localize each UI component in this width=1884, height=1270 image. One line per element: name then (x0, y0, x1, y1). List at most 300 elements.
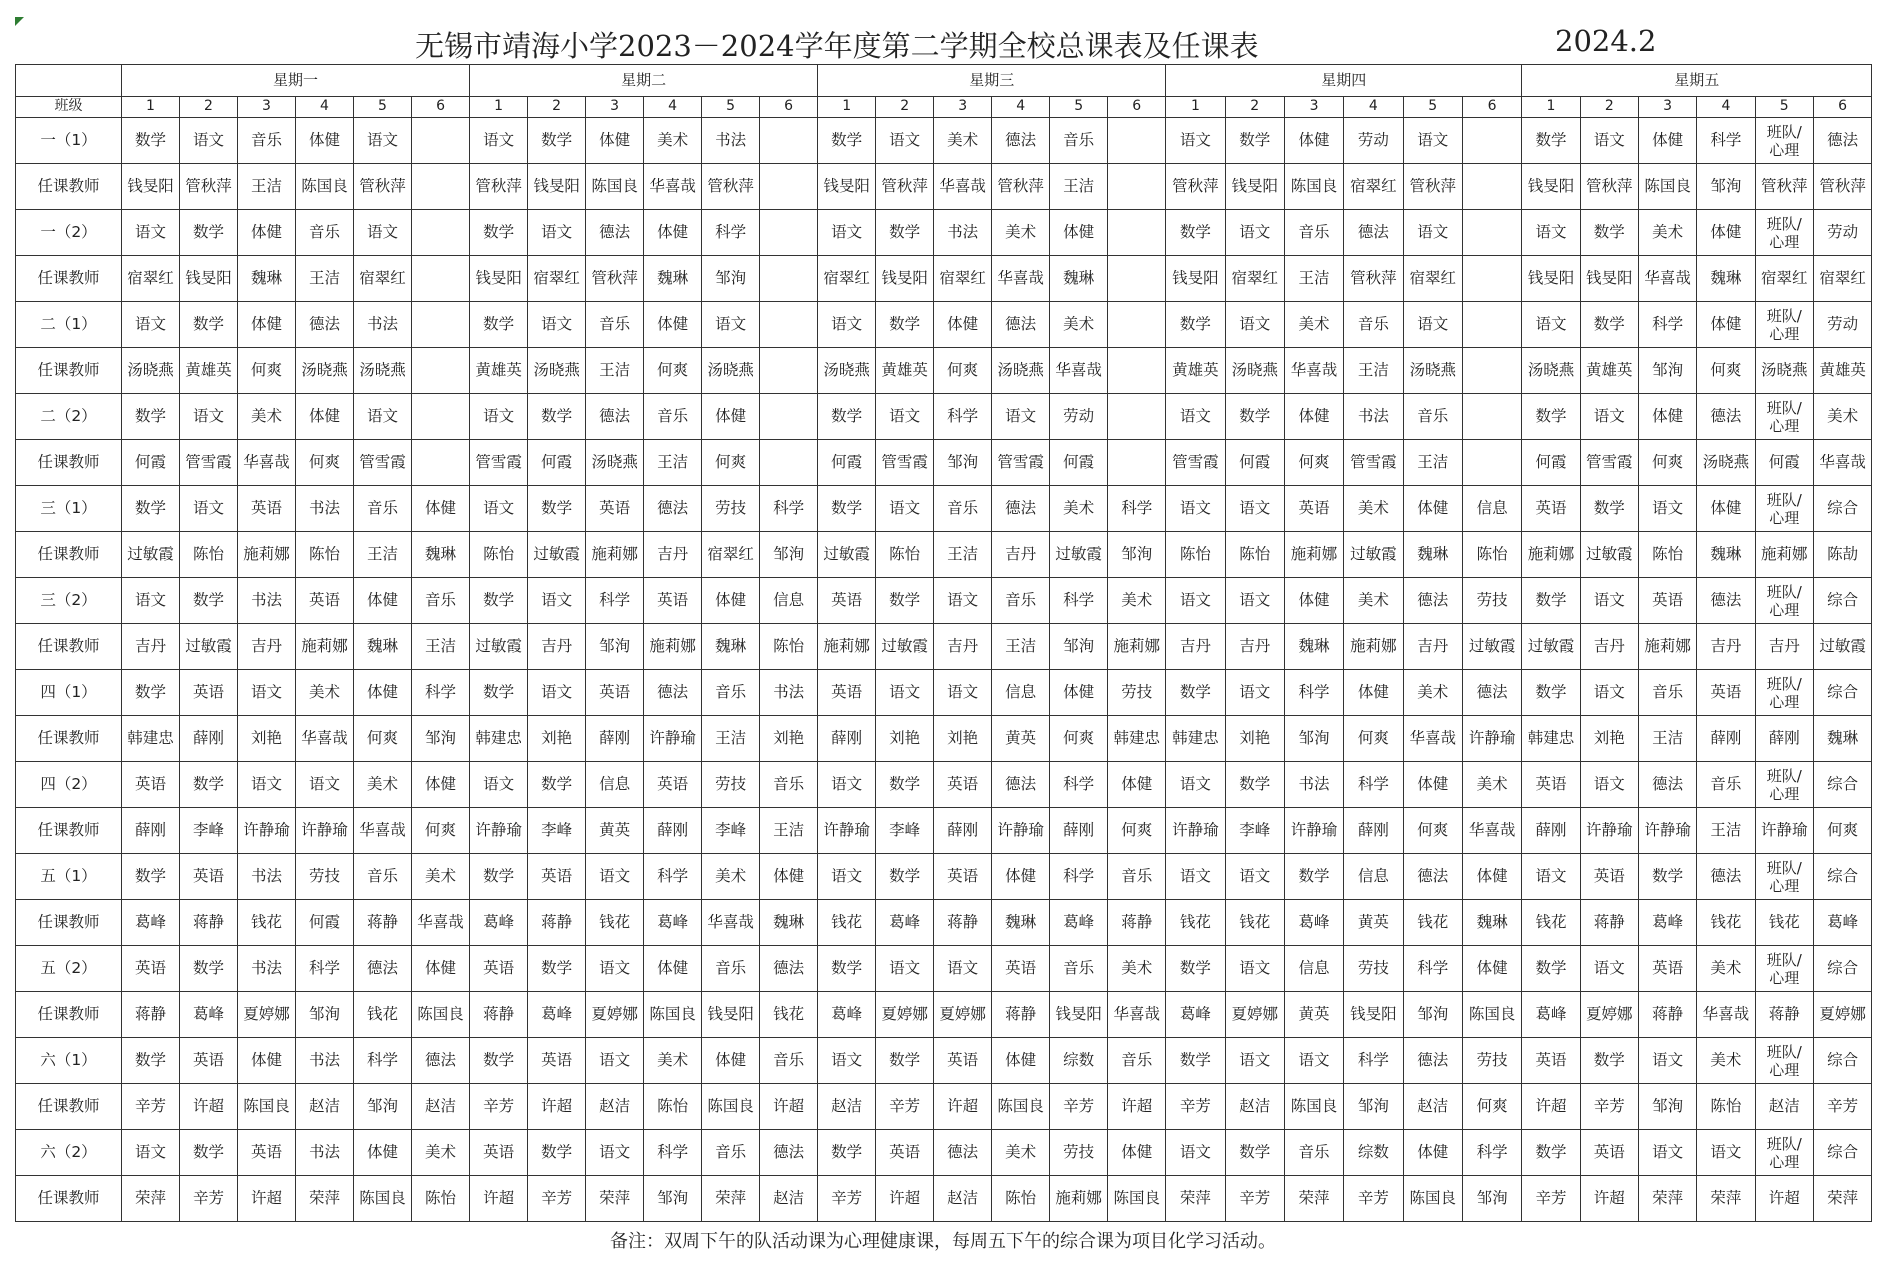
subject-cell: 书法 (296, 1130, 354, 1176)
subject-cell: 数学 (1166, 302, 1225, 348)
class-row (16, 118, 1872, 164)
teacher-cell: 钱旻阳 (528, 164, 586, 210)
subject-cell: 英语 (122, 946, 180, 992)
subject-cell: 劳动 (1813, 302, 1871, 348)
teacher-cell: 宿翠红 (1755, 256, 1813, 302)
teacher-row-label: 任课教师 (16, 1084, 122, 1130)
subject-cell: 数学 (1225, 762, 1284, 808)
subject-cell: 德法 (760, 1130, 818, 1176)
subject-cell: 语文 (238, 762, 296, 808)
subject-cell: 音乐 (412, 578, 470, 624)
teacher-cell: 钱旻阳 (818, 164, 876, 210)
teacher-cell: 韩建忠 (1108, 716, 1166, 762)
teacher-cell: 陈怡 (1638, 532, 1696, 578)
subject-cell: 英语 (644, 762, 702, 808)
teacher-cell: 钱花 (1166, 900, 1225, 946)
subject-cell: 数学 (1166, 1038, 1225, 1084)
teacher-cell: 陈国良 (644, 992, 702, 1038)
class-name: 一（1） (16, 118, 122, 164)
period-number: 1 (1166, 97, 1225, 118)
teacher-cell: 邹洵 (1108, 532, 1166, 578)
teacher-cell: 许超 (1580, 1176, 1638, 1222)
subject-cell: 劳技 (1050, 1130, 1108, 1176)
teacher-cell: 钱旻阳 (1050, 992, 1108, 1038)
subject-cell: 班队/ 心理 (1755, 578, 1813, 624)
teacher-cell: 何爽 (1050, 716, 1108, 762)
subject-cell: 体健 (354, 1130, 412, 1176)
subject-cell: 语文 (1522, 854, 1580, 900)
subject-cell: 美术 (644, 1038, 702, 1084)
teacher-cell: 钱花 (354, 992, 412, 1038)
teacher-cell: 蒋静 (180, 900, 238, 946)
subject-cell: 德法 (296, 302, 354, 348)
subject-cell: 数学 (180, 578, 238, 624)
subject-cell: 音乐 (1344, 302, 1403, 348)
subject-cell: 科学 (1050, 578, 1108, 624)
teacher-row-label: 任课教师 (16, 900, 122, 946)
subject-cell: 语文 (934, 578, 992, 624)
subject-cell: 班队/ 心理 (1755, 394, 1813, 440)
teacher-cell: 汤晓燕 (702, 348, 760, 394)
subject-cell: 语文 (1580, 762, 1638, 808)
teacher-cell: 何爽 (1697, 348, 1755, 394)
teacher-cell: 邹洵 (586, 624, 644, 670)
subject-cell: 英语 (1580, 1130, 1638, 1176)
subject-cell: 语文 (876, 394, 934, 440)
subject-cell: 书法 (760, 670, 818, 716)
timetable (15, 64, 1872, 1222)
subject-cell: 信息 (1284, 946, 1343, 992)
subject-cell: 语文 (586, 946, 644, 992)
teacher-cell: 赵洁 (412, 1084, 470, 1130)
teacher-cell: 宿翠红 (528, 256, 586, 302)
subject-cell: 科学 (1284, 670, 1343, 716)
teacher-cell: 邹洵 (1050, 624, 1108, 670)
subject-cell: 体健 (1108, 762, 1166, 808)
teacher-cell: 辛芳 (470, 1084, 528, 1130)
teacher-cell: 施莉娜 (1108, 624, 1166, 670)
teacher-cell: 何霞 (296, 900, 354, 946)
teacher-cell: 陈国良 (1108, 1176, 1166, 1222)
subject-cell (1462, 210, 1521, 256)
class-row (16, 1038, 1872, 1084)
subject-cell: 科学 (760, 486, 818, 532)
subject-cell: 体健 (702, 394, 760, 440)
subject-cell (760, 210, 818, 256)
teacher-cell (1108, 256, 1166, 302)
teacher-cell: 何爽 (412, 808, 470, 854)
subject-cell: 信息 (1462, 486, 1521, 532)
subject-cell: 班队/ 心理 (1755, 1038, 1813, 1084)
teacher-cell: 蒋静 (1108, 900, 1166, 946)
teacher-cell: 陈怡 (180, 532, 238, 578)
subject-cell: 德法 (1638, 762, 1696, 808)
subject-cell: 体健 (1108, 1130, 1166, 1176)
teacher-cell: 葛峰 (1638, 900, 1696, 946)
subject-cell: 美术 (1697, 1038, 1755, 1084)
subject-cell: 音乐 (296, 210, 354, 256)
class-name: 二（1） (16, 302, 122, 348)
teacher-cell (1462, 440, 1521, 486)
teacher-cell: 陈怡 (1462, 532, 1521, 578)
teacher-cell: 钱花 (1755, 900, 1813, 946)
teacher-cell: 薛刚 (1050, 808, 1108, 854)
period-number: 5 (1050, 97, 1108, 118)
teacher-cell: 黄雄英 (180, 348, 238, 394)
subject-cell: 英语 (1638, 578, 1696, 624)
teacher-cell (760, 440, 818, 486)
subject-cell: 班队/ 心理 (1755, 762, 1813, 808)
subject-cell: 班队/ 心理 (1755, 1130, 1813, 1176)
teacher-cell: 辛芳 (876, 1084, 934, 1130)
teacher-cell: 魏琳 (238, 256, 296, 302)
subject-cell: 数学 (470, 854, 528, 900)
teacher-cell (760, 164, 818, 210)
subject-cell: 综数 (1050, 1038, 1108, 1084)
subject-cell: 体健 (1462, 854, 1521, 900)
class-row (16, 394, 1872, 440)
teacher-cell: 施莉娜 (1522, 532, 1580, 578)
class-row (16, 578, 1872, 624)
subject-cell: 信息 (1344, 854, 1403, 900)
subject-cell: 英语 (818, 670, 876, 716)
subject-cell: 语文 (1225, 210, 1284, 256)
teacher-cell: 王洁 (354, 532, 412, 578)
subject-cell: 语文 (586, 1038, 644, 1084)
teacher-cell: 许超 (238, 1176, 296, 1222)
teacher-cell: 王洁 (238, 164, 296, 210)
subject-cell: 语文 (1166, 578, 1225, 624)
subject-cell: 德法 (1697, 394, 1755, 440)
teacher-row-label: 任课教师 (16, 624, 122, 670)
subject-cell: 信息 (586, 762, 644, 808)
subject-cell: 美术 (1108, 946, 1166, 992)
teacher-cell: 施莉娜 (1344, 624, 1403, 670)
subject-cell: 音乐 (354, 854, 412, 900)
teacher-cell: 王洁 (644, 440, 702, 486)
subject-cell: 德法 (1403, 1038, 1462, 1084)
subject-cell: 德法 (1697, 578, 1755, 624)
teacher-cell: 陈国良 (702, 1084, 760, 1130)
teacher-cell: 华喜哉 (702, 900, 760, 946)
class-row (16, 486, 1872, 532)
subject-cell: 劳动 (1813, 210, 1871, 256)
page-title: 无锡市靖海小学2023－2024学年度第二学期全校总课表及任课表 (415, 29, 1259, 63)
teacher-cell: 管雪霞 (1344, 440, 1403, 486)
class-row (16, 210, 1872, 256)
subject-cell: 数学 (818, 1130, 876, 1176)
teacher-cell: 许超 (1522, 1084, 1580, 1130)
subject-cell: 语文 (122, 210, 180, 256)
teacher-cell (412, 348, 470, 394)
subject-cell: 劳技 (702, 486, 760, 532)
subject-cell: 劳技 (1462, 1038, 1521, 1084)
period-number: 4 (1344, 97, 1403, 118)
teacher-cell: 管秋萍 (702, 164, 760, 210)
teacher-cell: 魏琳 (1697, 532, 1755, 578)
teacher-cell: 李峰 (528, 808, 586, 854)
subject-cell: 劳技 (1462, 578, 1521, 624)
teacher-cell: 王洁 (1344, 348, 1403, 394)
subject-cell: 科学 (644, 1130, 702, 1176)
teacher-cell: 蒋静 (934, 900, 992, 946)
teacher-cell: 陈怡 (1166, 532, 1225, 578)
teacher-cell: 管秋萍 (1403, 164, 1462, 210)
subject-cell: 数学 (1580, 1038, 1638, 1084)
subject-cell: 德法 (1344, 210, 1403, 256)
teacher-cell: 刘艳 (528, 716, 586, 762)
teacher-cell: 黄雄英 (470, 348, 528, 394)
subject-cell: 语文 (1580, 578, 1638, 624)
teacher-cell: 薛刚 (122, 808, 180, 854)
subject-cell (1462, 118, 1521, 164)
subject-cell: 音乐 (1050, 118, 1108, 164)
period-number: 5 (1755, 97, 1813, 118)
teacher-cell: 吉丹 (1225, 624, 1284, 670)
teacher-cell: 李峰 (702, 808, 760, 854)
subject-cell: 科学 (1638, 302, 1696, 348)
teacher-cell: 刘艳 (876, 716, 934, 762)
subject-cell: 语文 (1638, 1130, 1696, 1176)
period-number: 1 (818, 97, 876, 118)
teacher-cell: 华喜哉 (1284, 348, 1343, 394)
teacher-row (16, 992, 1872, 1038)
subject-cell: 美术 (1813, 394, 1871, 440)
teacher-cell: 蒋静 (992, 992, 1050, 1038)
subject-cell (1108, 302, 1166, 348)
teacher-cell: 刘艳 (760, 716, 818, 762)
subject-cell: 语文 (818, 302, 876, 348)
subject-cell (1462, 302, 1521, 348)
subject-cell: 语文 (1638, 486, 1696, 532)
subject-cell: 综合 (1813, 762, 1871, 808)
subject-cell: 英语 (180, 670, 238, 716)
subject-cell: 数学 (180, 210, 238, 256)
subject-cell: 体健 (1403, 1130, 1462, 1176)
teacher-cell: 邹洵 (760, 532, 818, 578)
teacher-cell: 华喜哉 (1813, 440, 1871, 486)
teacher-cell: 荣萍 (586, 1176, 644, 1222)
subject-cell: 音乐 (1284, 1130, 1343, 1176)
teacher-cell: 何爽 (1462, 1084, 1521, 1130)
subject-cell: 美术 (1462, 762, 1521, 808)
teacher-cell: 薛刚 (1344, 808, 1403, 854)
teacher-cell: 汤晓燕 (1697, 440, 1755, 486)
subject-cell: 音乐 (760, 1038, 818, 1084)
subject-cell: 美术 (1108, 578, 1166, 624)
teacher-cell: 汤晓燕 (528, 348, 586, 394)
teacher-cell: 赵洁 (934, 1176, 992, 1222)
teacher-cell: 何霞 (818, 440, 876, 486)
teacher-cell: 王洁 (586, 348, 644, 394)
teacher-row (16, 532, 1872, 578)
subject-cell: 英语 (1522, 1038, 1580, 1084)
teacher-cell: 邹洵 (1344, 1084, 1403, 1130)
subject-cell: 体健 (702, 1038, 760, 1084)
subject-cell: 英语 (992, 946, 1050, 992)
subject-cell: 语文 (818, 854, 876, 900)
teacher-cell: 辛芳 (122, 1084, 180, 1130)
subject-cell: 数学 (876, 578, 934, 624)
teacher-cell: 薛刚 (1697, 716, 1755, 762)
teacher-cell: 汤晓燕 (122, 348, 180, 394)
subject-cell: 数学 (876, 762, 934, 808)
subject-cell: 语文 (1522, 210, 1580, 256)
teacher-cell: 葛峰 (180, 992, 238, 1038)
period-number: 1 (470, 97, 528, 118)
subject-cell: 语文 (1580, 118, 1638, 164)
subject-cell: 德法 (1403, 578, 1462, 624)
teacher-cell: 邹洵 (1638, 1084, 1696, 1130)
teacher-cell: 许超 (470, 1176, 528, 1222)
period-number: 6 (1108, 97, 1166, 118)
teacher-cell: 过敏霞 (1813, 624, 1871, 670)
teacher-cell: 夏婷娜 (238, 992, 296, 1038)
teacher-cell: 陈国良 (412, 992, 470, 1038)
teacher-cell: 何霞 (1755, 440, 1813, 486)
teacher-cell: 黄英 (992, 716, 1050, 762)
teacher-cell: 陈国良 (1403, 1176, 1462, 1222)
teacher-cell: 吉丹 (1697, 624, 1755, 670)
subject-cell: 数学 (180, 302, 238, 348)
teacher-cell: 过敏霞 (818, 532, 876, 578)
teacher-cell: 何爽 (1403, 808, 1462, 854)
teacher-cell: 王洁 (760, 808, 818, 854)
teacher-cell: 何爽 (296, 440, 354, 486)
subject-cell: 科学 (1344, 1038, 1403, 1084)
teacher-row-label: 任课教师 (16, 164, 122, 210)
teacher-row (16, 256, 1872, 302)
subject-cell: 科学 (934, 394, 992, 440)
subject-cell: 英语 (1522, 486, 1580, 532)
subject-cell: 书法 (296, 486, 354, 532)
teacher-cell: 蒋静 (528, 900, 586, 946)
class-name: 四（2） (16, 762, 122, 808)
teacher-cell: 赵洁 (586, 1084, 644, 1130)
subject-cell: 数学 (1225, 118, 1284, 164)
subject-cell: 英语 (180, 854, 238, 900)
teacher-cell: 辛芳 (1344, 1176, 1403, 1222)
subject-cell: 语文 (122, 1130, 180, 1176)
teacher-cell: 何爽 (354, 716, 412, 762)
period-number: 2 (528, 97, 586, 118)
subject-cell: 数学 (528, 486, 586, 532)
subject-cell: 语文 (180, 118, 238, 164)
class-row (16, 670, 1872, 716)
teacher-cell: 钱旻阳 (1225, 164, 1284, 210)
teacher-cell: 陈国良 (1284, 164, 1343, 210)
class-name: 五（1） (16, 854, 122, 900)
subject-cell: 数学 (528, 118, 586, 164)
teacher-cell: 过敏霞 (122, 532, 180, 578)
teacher-row-label: 任课教师 (16, 1176, 122, 1222)
teacher-cell: 华喜哉 (992, 256, 1050, 302)
subject-cell: 数学 (1580, 486, 1638, 532)
teacher-cell: 王洁 (296, 256, 354, 302)
schedule-sheet (15, 20, 1871, 1256)
subject-cell: 英语 (528, 854, 586, 900)
teacher-cell: 施莉娜 (1284, 532, 1343, 578)
teacher-cell: 黄雄英 (1813, 348, 1871, 394)
teacher-cell: 黄雄英 (1580, 348, 1638, 394)
teacher-cell (412, 164, 470, 210)
subject-cell: 语文 (238, 670, 296, 716)
subject-cell: 语文 (528, 302, 586, 348)
subject-cell: 班队/ 心理 (1755, 302, 1813, 348)
subject-cell: 数学 (470, 578, 528, 624)
teacher-cell: 钱花 (818, 900, 876, 946)
subject-cell: 体健 (644, 302, 702, 348)
subject-cell: 劳技 (296, 854, 354, 900)
subject-cell: 体健 (1050, 670, 1108, 716)
teacher-cell: 钱旻阳 (470, 256, 528, 302)
subject-cell: 体健 (296, 118, 354, 164)
subject-cell: 英语 (934, 854, 992, 900)
teacher-cell: 管雪霞 (180, 440, 238, 486)
subject-cell: 英语 (180, 1038, 238, 1084)
teacher-cell (1108, 348, 1166, 394)
subject-cell: 英语 (934, 1038, 992, 1084)
teacher-row (16, 716, 1872, 762)
teacher-cell: 魏琳 (1403, 532, 1462, 578)
subject-cell: 数学 (1225, 1130, 1284, 1176)
subject-cell: 英语 (238, 486, 296, 532)
teacher-cell: 汤晓燕 (1403, 348, 1462, 394)
teacher-cell: 宿翠红 (1225, 256, 1284, 302)
teacher-cell: 荣萍 (296, 1176, 354, 1222)
teacher-cell: 魏琳 (1050, 256, 1108, 302)
teacher-cell (1108, 440, 1166, 486)
subject-cell: 综合 (1813, 486, 1871, 532)
subject-cell: 英语 (470, 1130, 528, 1176)
teacher-cell: 华喜哉 (934, 164, 992, 210)
subject-cell: 体健 (644, 210, 702, 256)
teacher-cell: 宿翠红 (818, 256, 876, 302)
day-header: 星期二 (470, 65, 818, 97)
teacher-cell: 邹洵 (1697, 164, 1755, 210)
subject-cell: 英语 (818, 578, 876, 624)
subject-cell: 德法 (586, 394, 644, 440)
teacher-cell: 施莉娜 (296, 624, 354, 670)
teacher-cell: 过敏霞 (1522, 624, 1580, 670)
teacher-cell: 陈国良 (1284, 1084, 1343, 1130)
subject-cell: 音乐 (992, 578, 1050, 624)
subject-cell: 英语 (238, 1130, 296, 1176)
subject-cell: 数学 (122, 670, 180, 716)
header-blank (16, 65, 122, 97)
period-number: 4 (1697, 97, 1755, 118)
teacher-cell: 华喜哉 (644, 164, 702, 210)
teacher-cell: 钱花 (760, 992, 818, 1038)
teacher-cell: 何爽 (1284, 440, 1343, 486)
teacher-cell: 赵洁 (818, 1084, 876, 1130)
teacher-cell: 赵洁 (1755, 1084, 1813, 1130)
teacher-cell: 葛峰 (1522, 992, 1580, 1038)
subject-cell: 语文 (1225, 486, 1284, 532)
teacher-cell: 刘艳 (1225, 716, 1284, 762)
subject-cell: 语文 (876, 670, 934, 716)
subject-cell: 英语 (1284, 486, 1343, 532)
teacher-cell: 韩建忠 (470, 716, 528, 762)
subject-cell: 数学 (818, 946, 876, 992)
teacher-cell: 王洁 (934, 532, 992, 578)
subject-cell: 数学 (122, 118, 180, 164)
teacher-cell: 管秋萍 (1813, 164, 1871, 210)
subject-cell: 体健 (412, 946, 470, 992)
teacher-cell: 陈怡 (1225, 532, 1284, 578)
subject-cell: 音乐 (586, 302, 644, 348)
teacher-cell: 韩建忠 (122, 716, 180, 762)
